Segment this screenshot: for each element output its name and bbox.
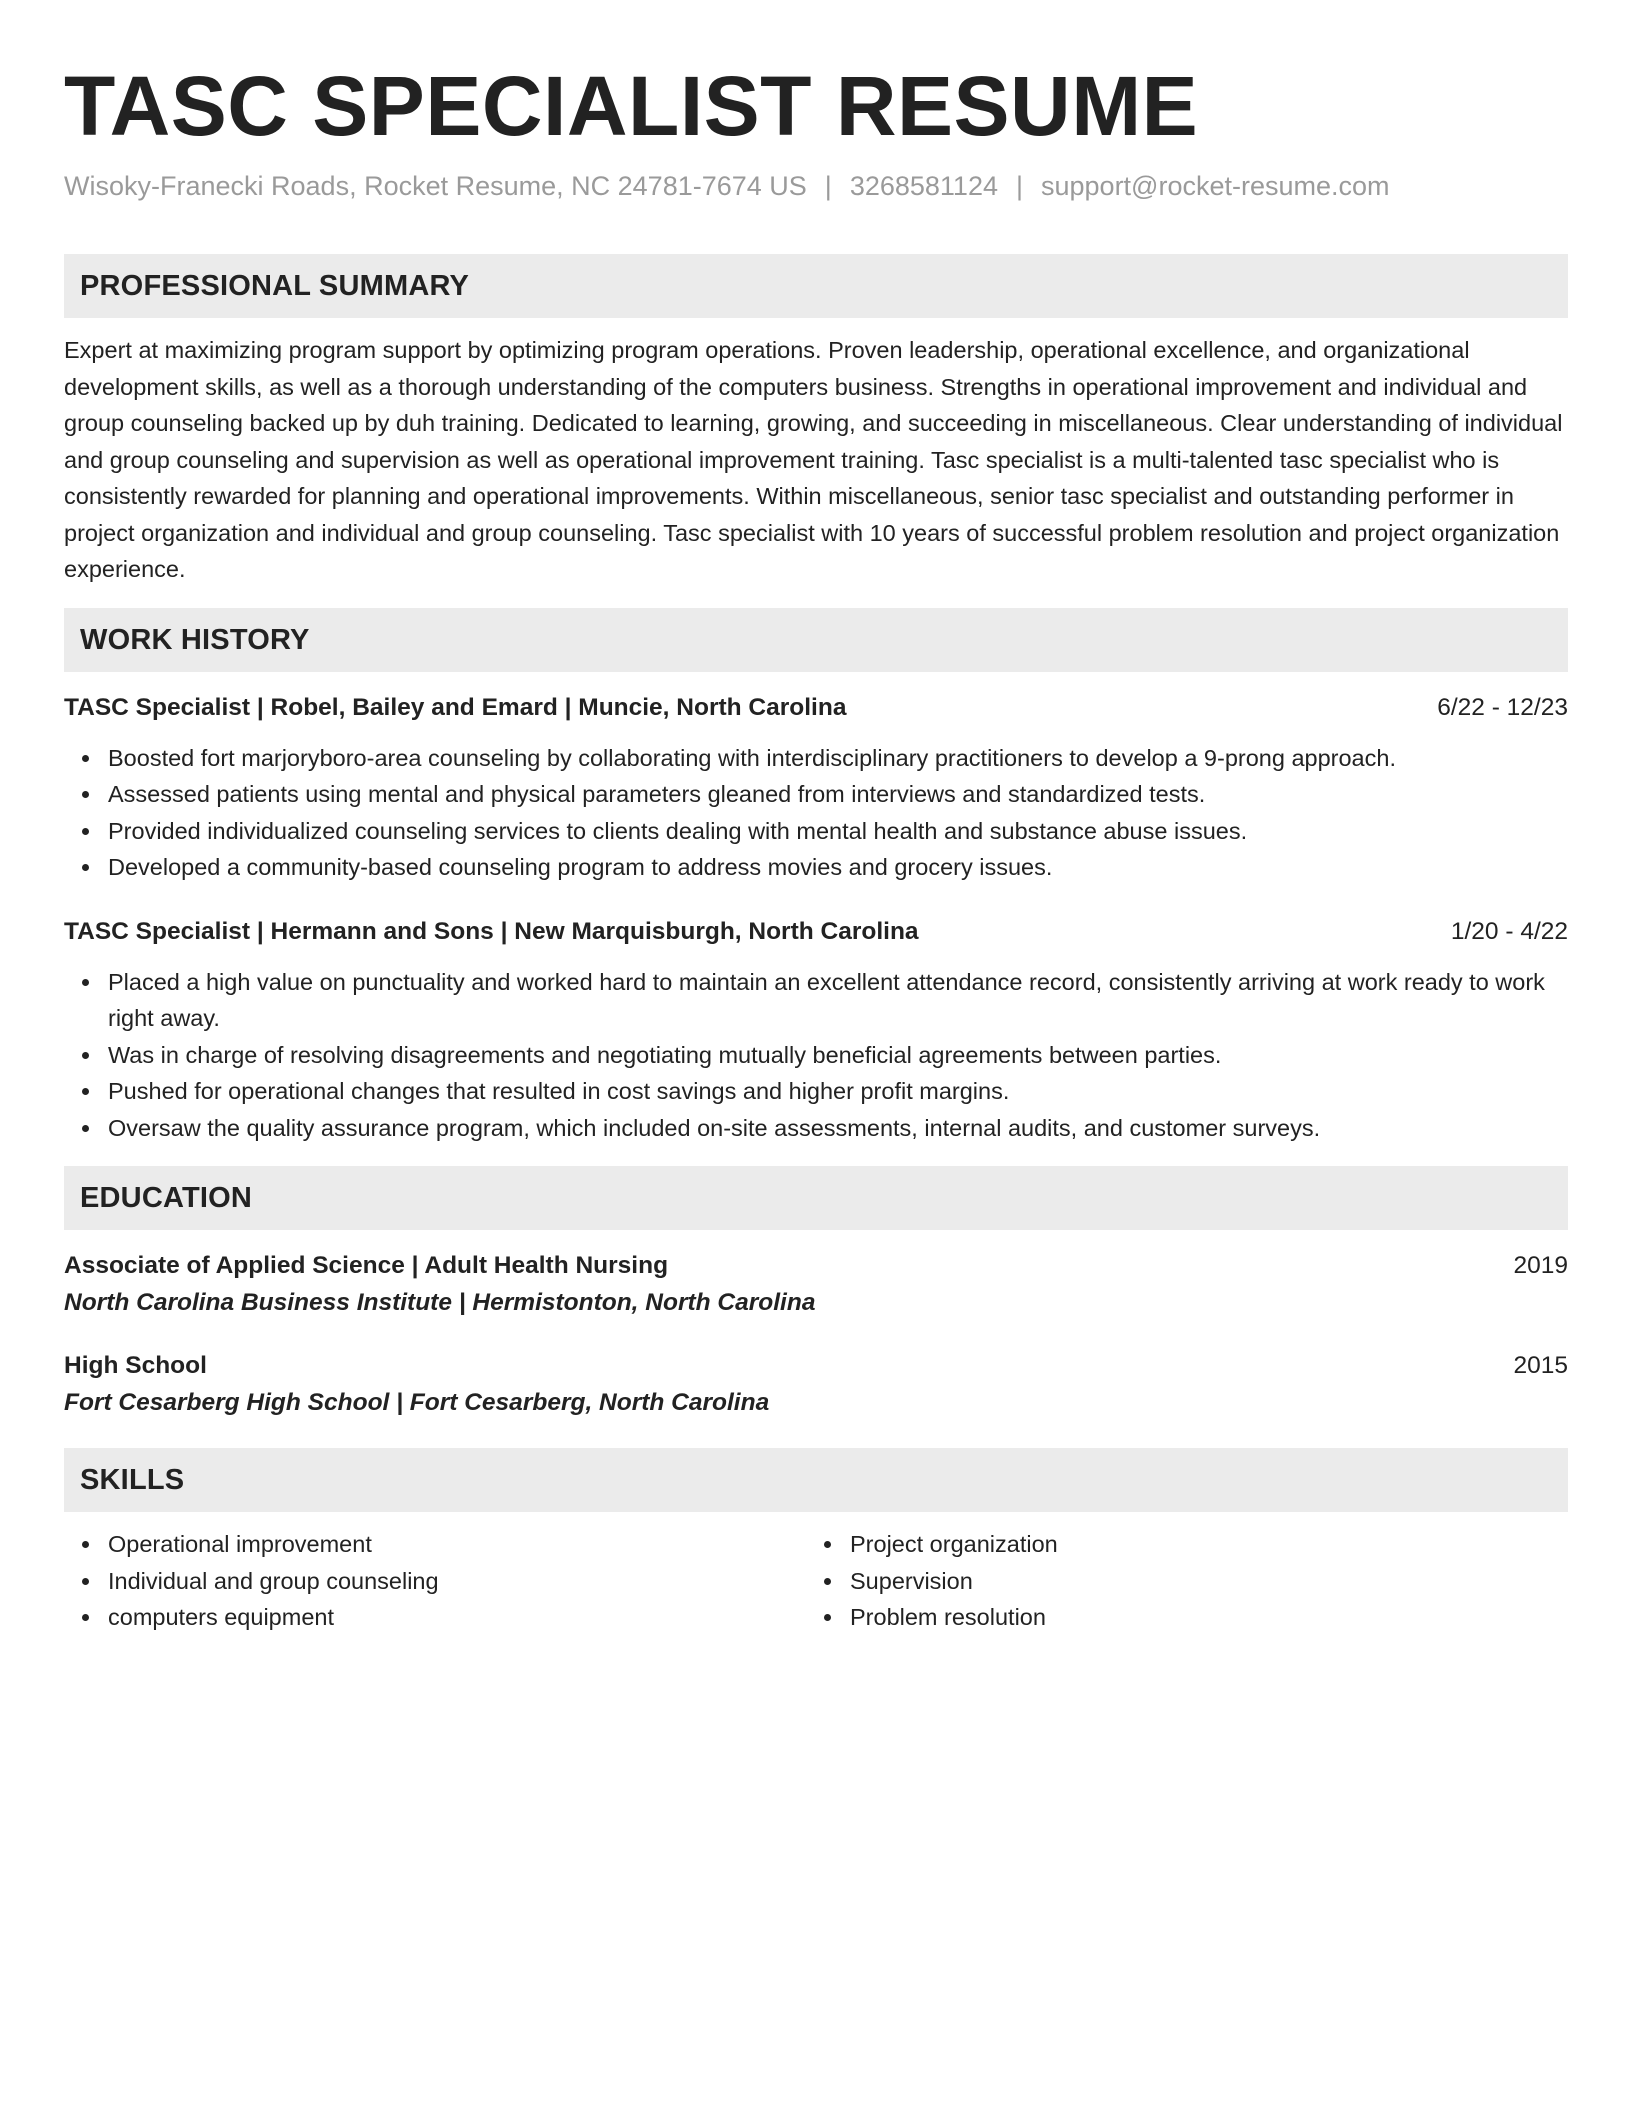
skill-item: Project organization <box>850 1526 1548 1563</box>
skills-column-right <box>806 1526 1548 1636</box>
job-bullets <box>64 964 1568 1147</box>
job-bullet: Boosted fort marjoryboro-area counseling by collaborating with interdisciplinary practitioners to develop a 9-prong approach. <box>108 740 1568 777</box>
resume-page <box>64 0 1568 1636</box>
job-bullet: Placed a high value on punctuality and worked hard to maintain an excellent attendance record, consistently arriving at work ready to work right away. <box>108 964 1568 1037</box>
skill-item: Operational improvement <box>108 1526 806 1563</box>
section-heading-work-history: WORK HISTORY <box>64 608 1568 672</box>
education-header <box>64 1348 1568 1384</box>
skills-bullets <box>806 1526 1548 1636</box>
job-dates: 6/22 - 12/23 <box>1437 693 1568 721</box>
job-bullets <box>64 740 1568 886</box>
job-bullet: Provided individualized counseling services to clients dealing with mental health and substance abuse issues. <box>108 813 1568 850</box>
skill-item: computers equipment <box>108 1599 806 1636</box>
education-year: 2019 <box>1513 1252 1568 1279</box>
job-title: TASC Specialist | Hermann and Sons | New Marquisburgh, North Carolina <box>64 917 919 945</box>
section-heading-education: EDUCATION <box>64 1166 1568 1230</box>
resume-title: TASC SPECIALIST RESUME <box>64 59 1199 153</box>
contact-separator: | <box>1015 171 1023 201</box>
contact-phone: 3268581124 <box>849 171 998 201</box>
skills-list <box>64 1526 1568 1636</box>
skill-item: Individual and group counseling <box>108 1563 806 1600</box>
skills-column-left <box>64 1526 806 1636</box>
section-heading-skills: SKILLS <box>64 1448 1568 1512</box>
education-header <box>64 1248 1568 1284</box>
job-bullet: Oversaw the quality assurance program, which included on-site assessments, internal audits, and customer surveys. <box>108 1110 1568 1147</box>
education-degree: Associate of Applied Science | Adult Health Nursing <box>64 1252 669 1279</box>
job-header <box>64 914 1568 950</box>
education-school: Fort Cesarberg High School | Fort Cesarberg, North Carolina <box>64 1389 770 1416</box>
skill-item: Problem resolution <box>850 1599 1548 1636</box>
contact-email: support@rocket-resume.com <box>1041 171 1390 201</box>
contact-line <box>64 168 1568 204</box>
contact-separator: | <box>824 171 832 201</box>
skills-bullets <box>64 1526 806 1636</box>
job-bullet: Assessed patients using mental and physical parameters gleaned from interviews and standardized tests. <box>108 776 1568 813</box>
job-bullet: Pushed for operational changes that resulted in cost savings and higher profit margins. <box>108 1073 1568 1110</box>
job-title: TASC Specialist | Robel, Bailey and Emard | Muncie, North Carolina <box>64 693 847 721</box>
job-entry <box>64 690 1568 886</box>
education-entry <box>64 1348 1568 1422</box>
job-dates: 1/20 - 4/22 <box>1450 917 1568 945</box>
section-heading-summary: PROFESSIONAL SUMMARY <box>64 254 1568 318</box>
skill-item: Supervision <box>850 1563 1548 1600</box>
education-school: North Carolina Business Institute | Hermistonton, North Carolina <box>64 1289 816 1316</box>
education-year: 2015 <box>1513 1352 1568 1379</box>
education-degree: High School <box>64 1352 207 1379</box>
summary-text: Expert at maximizing program support by optimizing program operations. Proven leadership, operational excellence, and organizational development skills, as well as a thorough understanding of the computers business. Strengths in operational improvement and individual and group counseling backed up by duh training. Dedicated to learning, growing, and succeeding in miscellaneous. Clear understanding of individual and group counseling and supervision as well as operational improvement training. Tasc specialist is a multi-talented tasc specialist who is consistently rewarded for planning and operational improvements. Within miscellaneous, senior tasc specialist and outstanding performer in project organization and individual and group counseling. Tasc specialist with 10 years of successful problem resolution and project organization experience. <box>64 337 1563 582</box>
job-entry <box>64 914 1568 1147</box>
job-header <box>64 690 1568 726</box>
education-entry <box>64 1248 1568 1322</box>
contact-address: Wisoky-Franecki Roads, Rocket Resume, NC 24781-7674 US <box>64 171 807 201</box>
job-bullet: Developed a community-based counseling program to address movies and grocery issues. <box>108 849 1568 886</box>
job-bullet: Was in charge of resolving disagreements and negotiating mutually beneficial agreements between parties. <box>108 1037 1568 1074</box>
